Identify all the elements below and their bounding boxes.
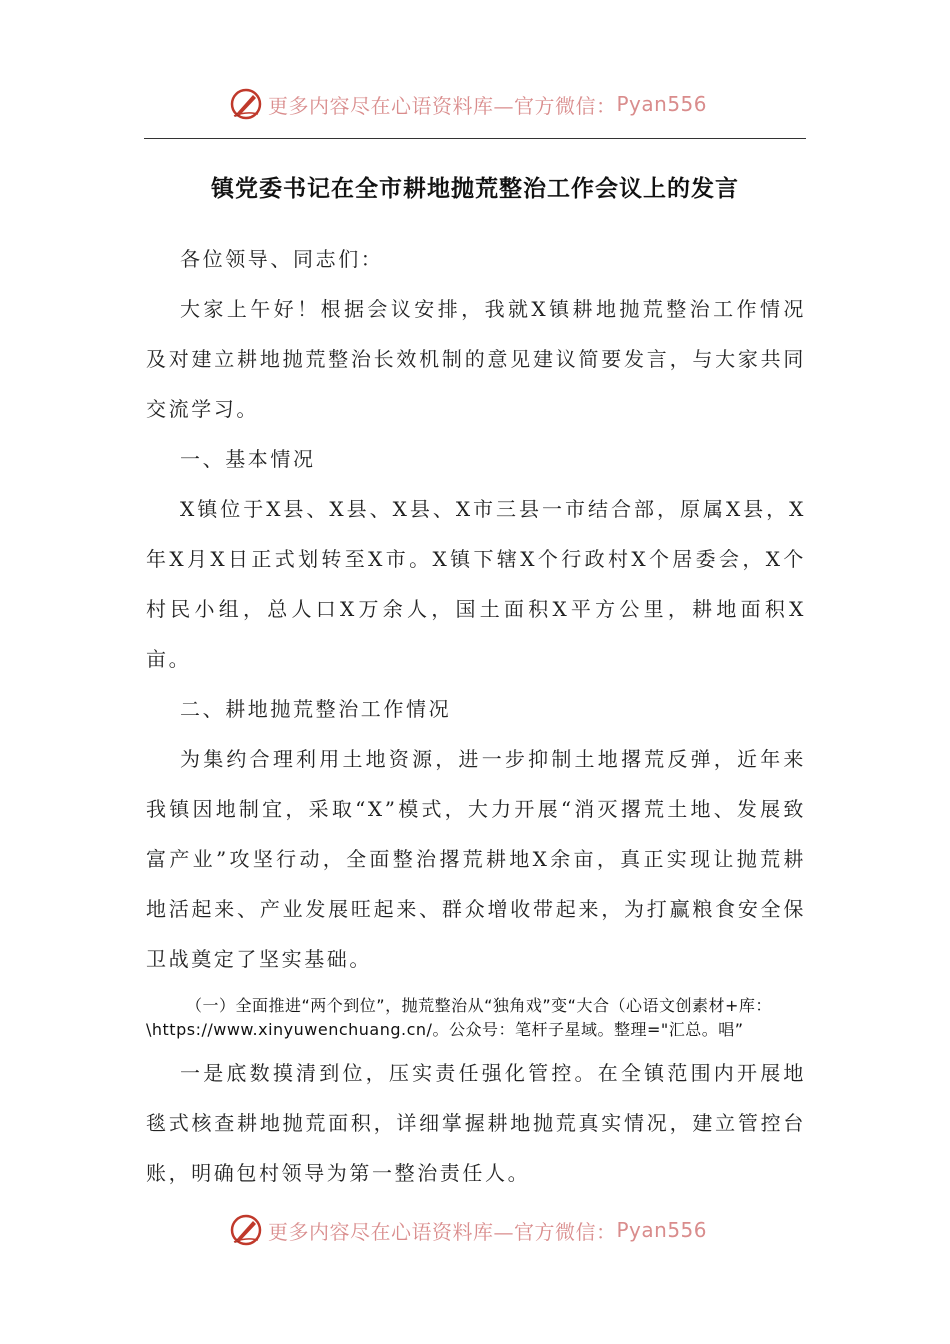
paragraph-point-one: 一是底数摸清到位，压实责任强化管控。在全镇范围内开展地毯式核查耕地抛荒面积，详细掌握耕地抛荒真实情况，建立管控台账，明确包村领导为第一整治责任人。 — [146, 1061, 806, 1185]
paragraph-note: （一）全面推进“两个到位”，抛荒整治从“独角戏”变“大合（心语文创素材+库：\https://www.xinyuwenchuang.cn/。公众号：笔杆子星域。整理="汇总。唱” — [146, 996, 772, 1039]
pen-logo-icon — [228, 86, 264, 122]
header-watermark — [228, 84, 748, 124]
watermark-text: 更多内容尽在心语资料库—官方微信： — [268, 93, 617, 118]
paragraph-intro: 大家上午好！根据会议安排，我就X镇耕地抛荒整治工作情况及对建立耕地抛荒整治长效机制的意见建议简要发言，与大家共同交流学习。 — [146, 297, 806, 421]
header-rule — [144, 138, 806, 139]
heading-basic-situation: 一、基本情况 — [180, 447, 316, 471]
heading-work-situation: 二、耕地抛荒整治工作情况 — [180, 697, 452, 721]
watermark-text: 更多内容尽在心语资料库—官方微信： — [268, 1219, 617, 1244]
document-body — [146, 234, 806, 1198]
document-title: 镇党委书记在全市耕地抛荒整治工作会议上的发言 — [211, 176, 739, 202]
paragraph-work-situation: 为集约合理利用土地资源，进一步抑制土地撂荒反弹，近年来我镇因地制宜，采取“X”模式，大力开展“消灭撂荒土地、发展致富产业”攻坚行动，全面整治撂荒耕地X余亩，真正实现让抛荒耕地活起来、产业发展旺起来、群众增收带起来，为打赢粮食安全保卫战奠定了坚实基础。 — [146, 747, 806, 971]
pen-logo-icon — [228, 1212, 264, 1248]
wechat-id: Pyan556 — [616, 1218, 708, 1242]
footer-watermark — [228, 1210, 748, 1250]
paragraph-basic-situation: X镇位于X县、X县、X县、X市三县一市结合部，原属X县，X年X月X日正式划转至X市。X镇下辖X个行政村X个居委会，X个村民小组，总人口X万余人，国土面积X平方公里，耕地面积X亩。 — [146, 497, 806, 671]
paragraph-salutation: 各位领导、同志们： — [180, 247, 384, 271]
wechat-id: Pyan556 — [616, 92, 708, 116]
